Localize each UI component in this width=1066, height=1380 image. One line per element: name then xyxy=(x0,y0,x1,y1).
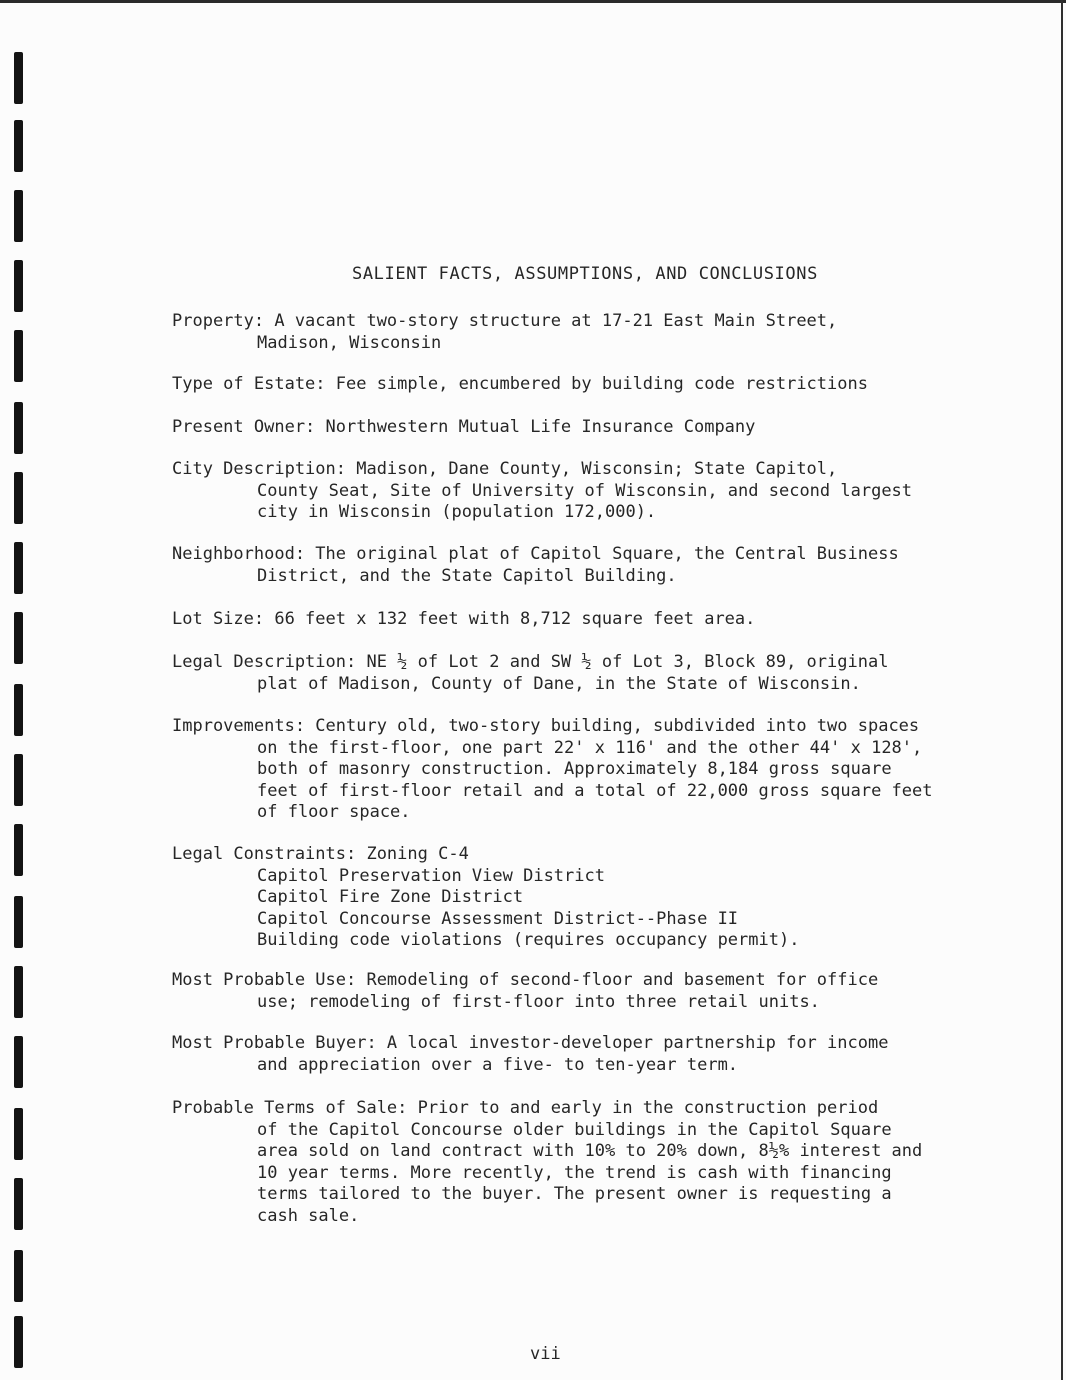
page-number: vii xyxy=(530,1344,561,1364)
legal-description-continuation: plat of Madison, County of Dane, in the State of Wisconsin. xyxy=(257,673,861,694)
improvements-continuation: on the first-floor, one part 22' x 116' and the other 44' x 128', xyxy=(257,737,923,758)
most-probable-use-entry xyxy=(172,970,878,1013)
probable-terms-of-sale-continuation: cash sale. xyxy=(257,1205,360,1226)
binding-hole-mark xyxy=(14,190,23,242)
binding-hole-mark xyxy=(14,966,23,1018)
most-probable-use-continuation: use; remodeling of first-floor into three retail units. xyxy=(257,991,820,1012)
binding-hole-mark xyxy=(14,402,23,454)
binding-hole-mark xyxy=(14,120,23,172)
page-top-edge xyxy=(0,0,1066,3)
city-description-continuation: city in Wisconsin (population 172,000). xyxy=(257,502,657,522)
binding-hole-mark xyxy=(14,1178,23,1230)
binding-hole-mark xyxy=(14,896,23,948)
property-continuation: Madison, Wisconsin xyxy=(257,332,442,353)
probable-terms-of-sale-entry xyxy=(172,1098,922,1227)
probable-terms-of-sale-continuation: of the Capitol Concourse older buildings in the Capitol Square xyxy=(257,1119,892,1140)
binding-hole-mark xyxy=(14,1036,23,1088)
binding-hole-mark xyxy=(14,754,23,806)
most-probable-buyer-continuation: and appreciation over a five- to ten-year term. xyxy=(257,1054,739,1075)
page-right-edge xyxy=(1061,0,1063,1380)
binding-hole-mark xyxy=(14,330,23,382)
neighborhood-entry xyxy=(172,544,899,587)
improvements-continuation: both of masonry construction. Approximately 8,184 gross square xyxy=(257,759,892,779)
present-owner-line: Present Owner: Northwestern Mutual Life Insurance Company xyxy=(172,417,756,437)
binding-hole-mark xyxy=(14,1250,23,1302)
probable-terms-of-sale-continuation: area sold on land contract with 10% to 20% down, 8½% interest and xyxy=(257,1141,923,1161)
property-entry xyxy=(172,311,837,354)
binding-hole-mark xyxy=(14,824,23,876)
improvements-line: Improvements: Century old, two-story building, subdivided into two spaces xyxy=(172,716,920,736)
neighborhood-line: Neighborhood: The original plat of Capitol Square, the Central Business xyxy=(172,544,899,564)
probable-terms-of-sale-continuation: terms tailored to the buyer. The present owner is requesting a xyxy=(257,1184,892,1204)
improvements-continuation: of floor space. xyxy=(257,802,411,822)
legal-constraints-continuation: Capitol Concourse Assessment District--Phase II xyxy=(257,908,739,929)
most-probable-buyer-line: Most Probable Buyer: A local investor-developer partnership for income xyxy=(172,1033,889,1053)
property-line: Property: A vacant two-story structure at 17-21 East Main Street, xyxy=(172,311,838,331)
legal-constraints-entry xyxy=(172,844,799,952)
binding-hole-mark xyxy=(14,542,23,594)
binding-hole-mark xyxy=(14,472,23,524)
city-description-entry xyxy=(172,459,912,524)
binding-hole-mark xyxy=(14,684,23,736)
page-title: SALIENT FACTS, ASSUMPTIONS, AND CONCLUSIONS xyxy=(352,264,818,284)
legal-description-entry xyxy=(172,652,888,695)
type-of-estate-line: Type of Estate: Fee simple, encumbered by building code restrictions xyxy=(172,374,868,394)
legal-constraints-continuation: Building code violations (requires occupancy permit). xyxy=(257,930,800,950)
probable-terms-of-sale-line: Probable Terms of Sale: Prior to and early in the construction period xyxy=(172,1098,879,1118)
type-of-estate-entry xyxy=(172,374,868,396)
present-owner-entry xyxy=(172,417,755,439)
binding-hole-mark xyxy=(14,1108,23,1160)
legal-constraints-line: Legal Constraints: Zoning C-4 xyxy=(172,844,469,864)
most-probable-buyer-entry xyxy=(172,1033,888,1076)
most-probable-use-line: Most Probable Use: Remodeling of second-floor and basement for office xyxy=(172,970,879,990)
binding-hole-mark xyxy=(14,260,23,312)
city-description-continuation: County Seat, Site of University of Wisconsin, and second largest xyxy=(257,480,913,501)
improvements-continuation: feet of first-floor retail and a total of 22,000 gross square feet xyxy=(257,780,933,801)
neighborhood-continuation: District, and the State Capitol Building. xyxy=(257,565,677,586)
lot-size-line: Lot Size: 66 feet x 132 feet with 8,712 square feet area. xyxy=(172,609,756,629)
lot-size-entry xyxy=(172,609,755,631)
probable-terms-of-sale-continuation: 10 year terms. More recently, the trend is cash with financing xyxy=(257,1162,892,1183)
legal-constraints-continuation: Capitol Fire Zone District xyxy=(257,887,524,907)
improvements-entry xyxy=(172,716,933,824)
binding-hole-mark xyxy=(14,52,23,104)
binding-hole-mark xyxy=(14,612,23,664)
binding-hole-mark xyxy=(14,1316,23,1368)
legal-constraints-continuation: Capitol Preservation View District xyxy=(257,865,605,886)
city-description-line: City Description: Madison, Dane County, Wisconsin; State Capitol, xyxy=(172,459,838,479)
legal-description-line: Legal Description: NE ½ of Lot 2 and SW ½ of Lot 3, Block 89, original xyxy=(172,652,889,672)
